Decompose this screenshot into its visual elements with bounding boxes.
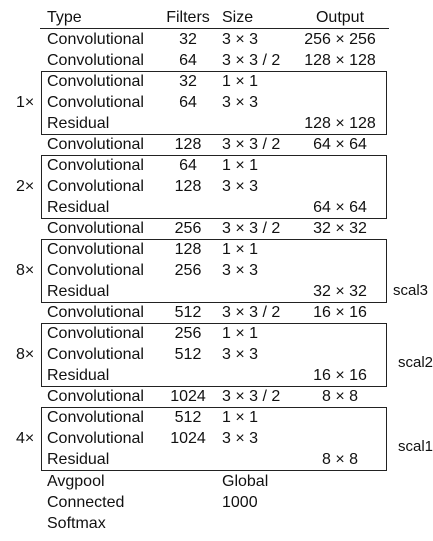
cell-type: Convolutional xyxy=(47,73,144,90)
cell-output: 32 × 32 xyxy=(313,283,367,300)
cell-size: 3 × 3 / 2 xyxy=(222,220,281,237)
cell-type: Convolutional xyxy=(47,430,144,447)
cell-type: Avgpool xyxy=(47,473,105,490)
cell-type: Residual xyxy=(47,367,110,384)
cell-size: 3 × 3 xyxy=(222,94,259,111)
table-row xyxy=(0,471,433,492)
cell-size: 3 × 3 / 2 xyxy=(222,388,281,405)
block-multiplier: 2× xyxy=(16,178,35,195)
table-row xyxy=(0,323,433,344)
cell-size: 1 × 1 xyxy=(222,409,259,426)
cell-output: 64 × 64 xyxy=(313,199,367,216)
cell-filters: 32 xyxy=(179,31,197,48)
cell-type: Convolutional xyxy=(47,31,144,48)
cell-size: 3 × 3 xyxy=(222,178,259,195)
table-row xyxy=(0,197,433,218)
cell-output xyxy=(290,92,390,113)
table-row xyxy=(0,428,433,449)
header-output: Output xyxy=(315,9,365,26)
downsample-row xyxy=(0,386,433,407)
cell-filters: 512 xyxy=(174,346,202,363)
header-type: Type xyxy=(47,9,82,26)
scale-label: scal1 xyxy=(398,438,433,455)
block-multiplier: 8× xyxy=(16,346,35,363)
cell-size: 3 × 3 / 2 xyxy=(222,136,281,153)
cell-output xyxy=(290,407,390,428)
cell-filters: 1024 xyxy=(170,388,206,405)
cell-type: Residual xyxy=(47,451,110,468)
cell-output: 16 × 16 xyxy=(313,367,367,384)
cell-type: Convolutional xyxy=(47,241,144,258)
scale-label: scal2 xyxy=(398,354,433,371)
cell-type: Convolutional xyxy=(47,262,144,279)
cell-filters xyxy=(160,471,216,492)
cell-output: 128 × 128 xyxy=(304,52,376,69)
downsample-row xyxy=(0,302,433,323)
cell-filters: 64 xyxy=(179,94,197,111)
cell-type: Convolutional xyxy=(47,220,144,237)
cell-output: 8 × 8 xyxy=(321,451,359,468)
cell-output: 8 × 8 xyxy=(321,388,359,405)
table-row xyxy=(0,71,433,92)
table-row xyxy=(0,260,433,281)
cell-output xyxy=(290,471,390,492)
cell-size: 1 × 1 xyxy=(222,73,259,90)
cell-output xyxy=(290,513,390,534)
cell-output xyxy=(290,260,390,281)
cell-filters xyxy=(160,513,216,534)
cell-filters: 128 xyxy=(174,241,202,258)
block-multiplier: 1× xyxy=(16,94,35,111)
cell-size: 3 × 3 / 2 xyxy=(222,52,281,69)
cell-output xyxy=(290,428,390,449)
cell-type: Residual xyxy=(47,115,110,132)
cell-type: Residual xyxy=(47,199,110,216)
cell-filters: 128 xyxy=(174,136,202,153)
cell-output: 16 × 16 xyxy=(313,304,367,321)
cell-type: Convolutional xyxy=(47,178,144,195)
table-row xyxy=(0,492,433,513)
cell-output: 64 × 64 xyxy=(313,136,367,153)
table-header-row xyxy=(0,7,433,28)
cell-type: Residual xyxy=(47,283,110,300)
cell-filters: 512 xyxy=(174,304,202,321)
cell-filters xyxy=(160,197,216,218)
cell-type: Convolutional xyxy=(47,94,144,111)
cell-filters xyxy=(160,113,216,134)
cell-size: 3 × 3 xyxy=(222,262,259,279)
cell-type: Softmax xyxy=(47,515,106,532)
table-row xyxy=(0,113,433,134)
cell-output xyxy=(290,323,390,344)
cell-filters: 64 xyxy=(179,52,197,69)
cell-size: 1 × 1 xyxy=(222,241,259,258)
table-row xyxy=(0,176,433,197)
cell-filters: 256 xyxy=(174,220,202,237)
table-row xyxy=(0,365,433,386)
header-filters: Filters xyxy=(166,9,210,26)
downsample-row xyxy=(0,218,433,239)
cell-filters: 128 xyxy=(174,178,202,195)
cell-size: 1 × 1 xyxy=(222,325,259,342)
cell-filters xyxy=(160,449,216,470)
cell-type: Convolutional xyxy=(47,304,144,321)
cell-output xyxy=(290,239,390,260)
cell-filters xyxy=(160,365,216,386)
header-size: Size xyxy=(222,9,254,26)
cell-type: Convolutional xyxy=(47,52,144,69)
table-row xyxy=(0,449,433,470)
cell-output: 32 × 32 xyxy=(313,220,367,237)
table-row xyxy=(0,281,433,302)
cell-type: Convolutional xyxy=(47,346,144,363)
cell-size: 1000 xyxy=(222,494,258,511)
downsample-row xyxy=(0,134,433,155)
cell-size: 3 × 3 xyxy=(222,430,259,447)
cell-filters: 512 xyxy=(174,409,202,426)
cell-type: Convolutional xyxy=(47,325,144,342)
cell-filters: 256 xyxy=(174,325,202,342)
cell-type: Convolutional xyxy=(47,136,144,153)
table-row xyxy=(0,92,433,113)
cell-filters: 1024 xyxy=(170,430,206,447)
cell-output xyxy=(290,492,390,513)
cell-output: 128 × 128 xyxy=(304,115,376,132)
cell-filters: 32 xyxy=(179,73,197,90)
cell-output xyxy=(290,155,390,176)
cell-output xyxy=(290,176,390,197)
table-row xyxy=(0,239,433,260)
cell-type: Convolutional xyxy=(47,157,144,174)
table-row xyxy=(0,50,433,71)
cell-filters: 64 xyxy=(179,157,197,174)
cell-size: 3 × 3 xyxy=(222,346,259,363)
cell-output: 256 × 256 xyxy=(304,31,376,48)
cell-type: Convolutional xyxy=(47,388,144,405)
cell-output xyxy=(290,71,390,92)
cell-output xyxy=(290,344,390,365)
cell-size: 1 × 1 xyxy=(222,157,259,174)
cell-type: Connected xyxy=(47,494,125,511)
cell-size: Global xyxy=(222,473,269,490)
table-row xyxy=(0,407,433,428)
cell-size: 3 × 3 xyxy=(222,31,259,48)
table-row xyxy=(0,344,433,365)
cell-filters xyxy=(160,492,216,513)
table-row xyxy=(0,513,433,534)
block-multiplier: 4× xyxy=(16,430,35,447)
scale-label: scal3 xyxy=(393,282,429,299)
cell-type: Convolutional xyxy=(47,409,144,426)
cell-filters: 256 xyxy=(174,262,202,279)
table-row xyxy=(0,155,433,176)
cell-size: 3 × 3 / 2 xyxy=(222,304,281,321)
block-multiplier: 8× xyxy=(16,262,35,279)
cell-filters xyxy=(160,281,216,302)
table-row xyxy=(0,29,433,50)
